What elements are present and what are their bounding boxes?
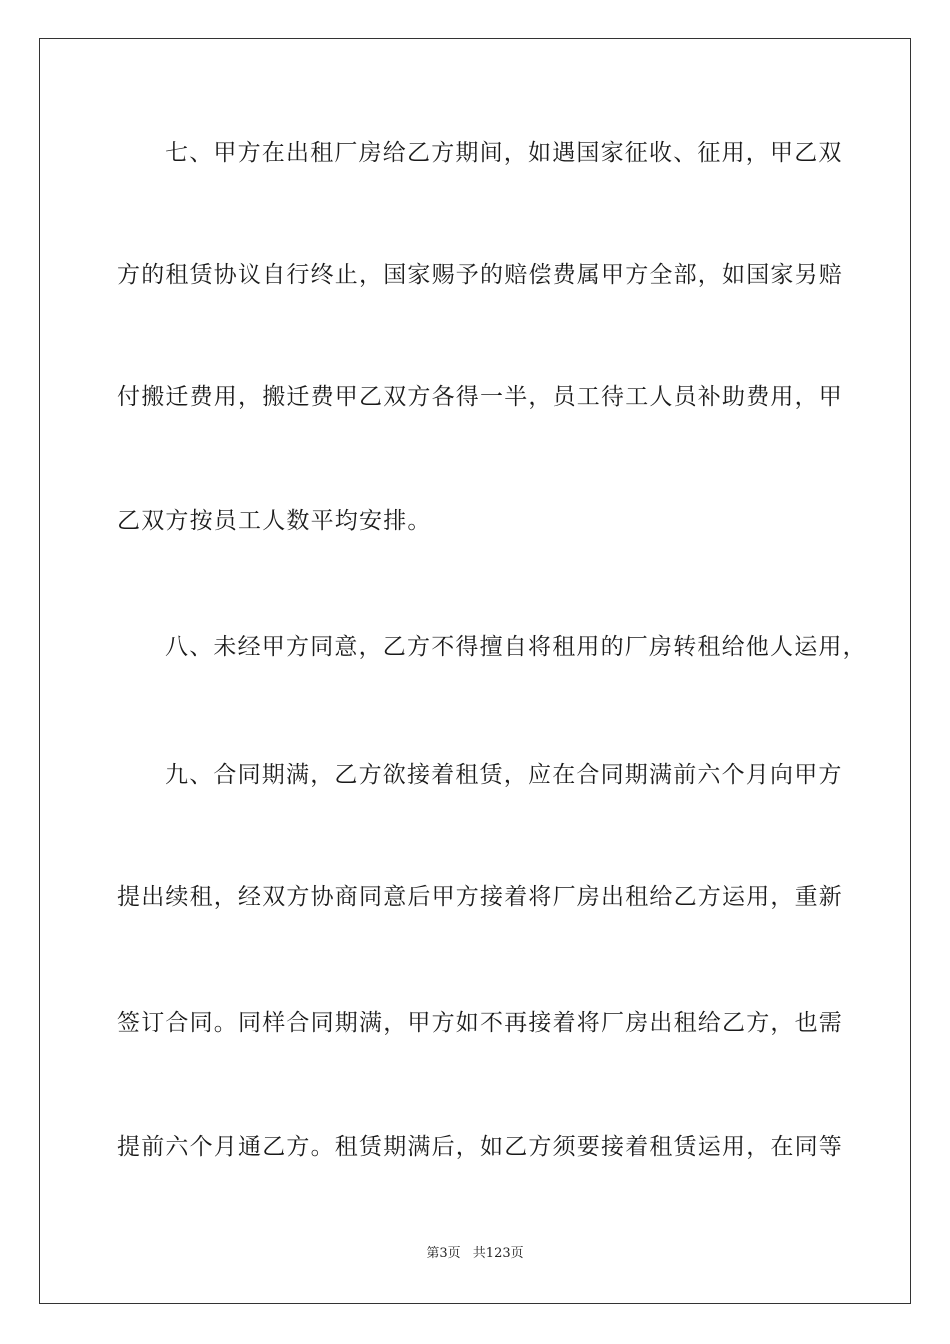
page-border <box>39 38 911 1304</box>
paragraph-9-line-3: 签订合同。同样合同期满，甲方如不再接着将厂房出租给乙方，也需 <box>117 1010 843 1036</box>
paragraph-7-line-4: 乙双方按员工人数平均安排。 <box>117 508 432 534</box>
page-footer <box>0 1245 950 1263</box>
total-pages: 共123页 <box>472 1246 524 1261</box>
paragraph-8-line-1: 八、未经甲方同意，乙方不得擅自将租用的厂房转租给他人运用， <box>165 634 867 660</box>
paragraph-7-line-3: 付搬迁费用，搬迁费甲乙双方各得一半，员工待工人员补助费用，甲 <box>117 384 843 410</box>
paragraph-7-line-2: 方的租赁协议自行终止，国家赐予的赔偿费属甲方全部，如国家另赔 <box>117 262 843 288</box>
paragraph-9-line-4: 提前六个月通乙方。租赁期满后，如乙方须要接着租赁运用，在同等 <box>117 1134 843 1160</box>
paragraph-9-line-1: 九、合同期满，乙方欲接着租赁，应在合同期满前六个月向甲方 <box>165 762 843 788</box>
paragraph-7-line-1: 七、甲方在出租厂房给乙方期间，如遇国家征收、征用，甲乙双 <box>165 140 843 166</box>
page-number: 第3页 <box>426 1246 461 1261</box>
paragraph-9-line-2: 提出续租，经双方协商同意后甲方接着将厂房出租给乙方运用，重新 <box>117 884 843 910</box>
